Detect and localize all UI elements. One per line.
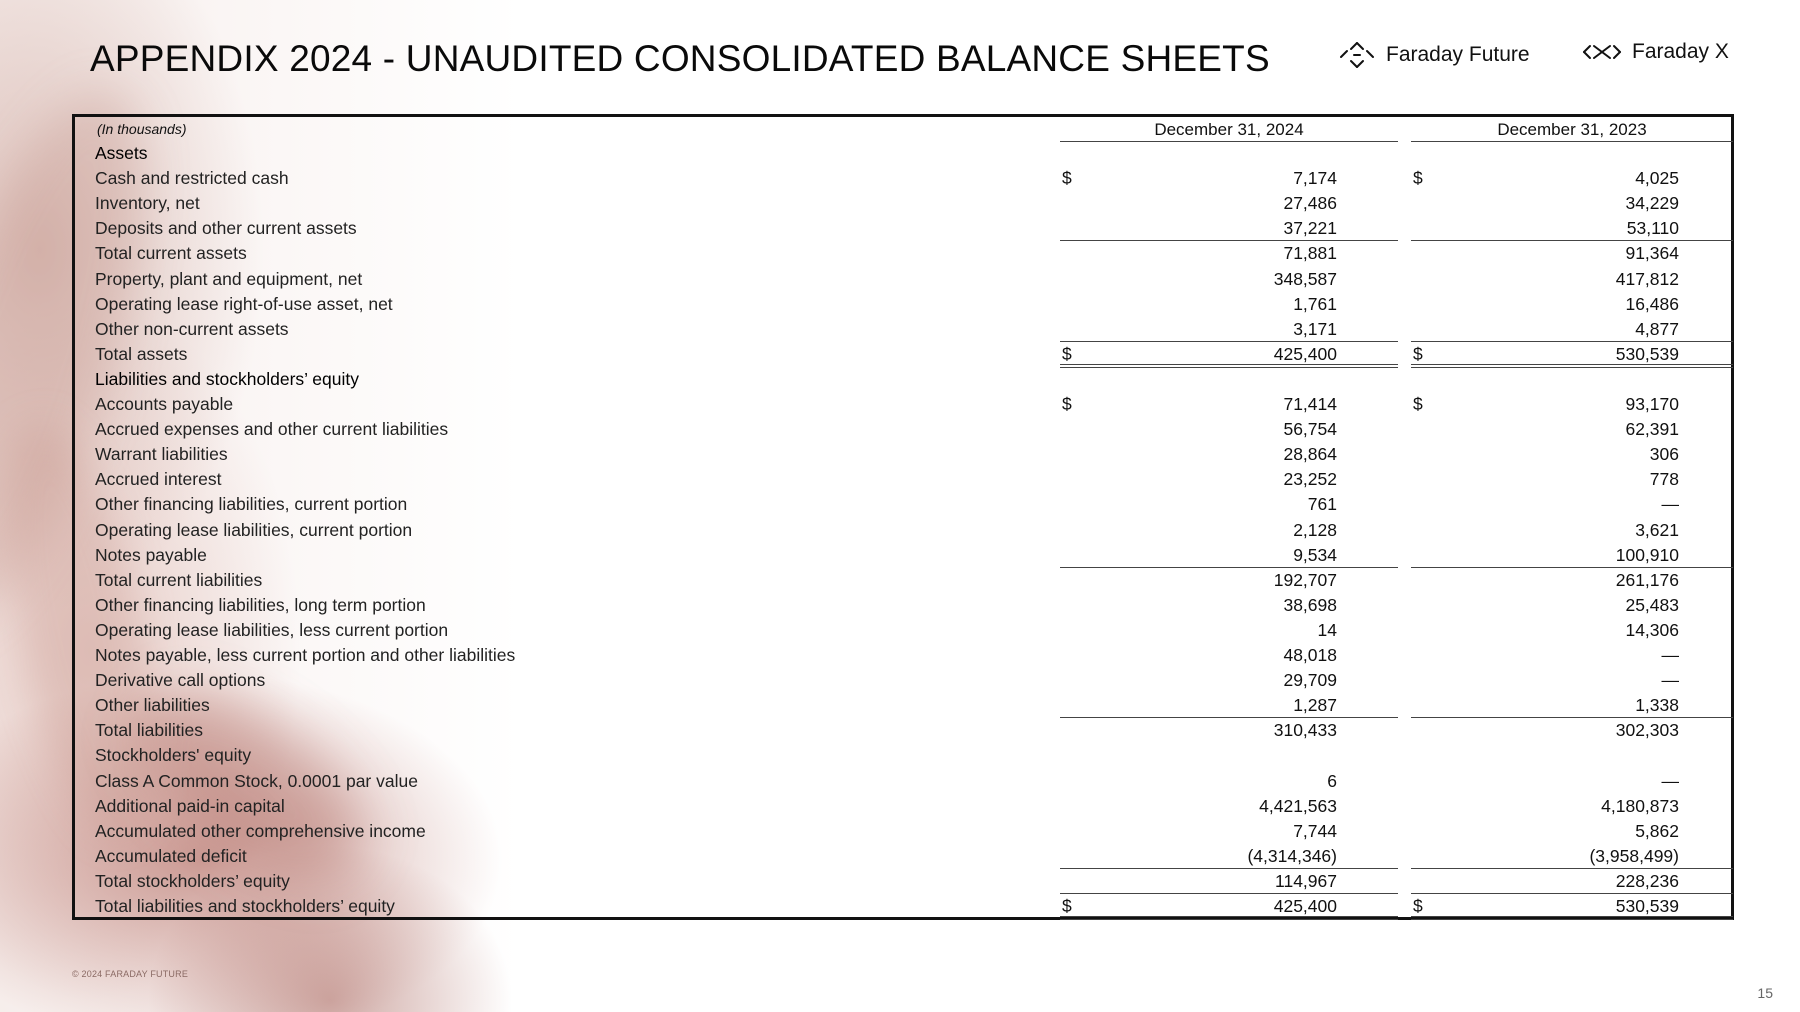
- table-row: [75, 166, 1731, 191]
- balance-sheet-table: [72, 114, 1734, 920]
- value-2024: 425,400: [1273, 343, 1337, 364]
- value-2023: —: [1661, 770, 1679, 791]
- table-row: [75, 618, 1731, 643]
- value-2023: 91,364: [1625, 243, 1679, 264]
- row-label: Additional paid-in capital: [95, 795, 285, 816]
- page-number: 15: [1757, 985, 1773, 1001]
- value-2024: 7,174: [1293, 168, 1337, 189]
- row-label: Other financing liabilities, current portion: [95, 494, 408, 515]
- value-2023: —: [1661, 670, 1679, 691]
- table-row: [75, 543, 1731, 568]
- row-label: Total stockholders’ equity: [95, 870, 290, 891]
- table-row: [75, 417, 1731, 442]
- table-row: [75, 392, 1731, 417]
- table-row: [75, 869, 1731, 894]
- row-label: Class A Common Stock, 0.0001 par value: [95, 770, 418, 791]
- table-row: [75, 241, 1731, 266]
- table-row: [75, 743, 1731, 768]
- value-2024: 37,221: [1283, 218, 1337, 239]
- value-2024: 48,018: [1283, 645, 1337, 665]
- value-2024: 761: [1307, 494, 1337, 515]
- table-row: [75, 292, 1731, 317]
- value-2023: 3,621: [1635, 519, 1679, 540]
- row-label: Property, plant and equipment, net: [95, 268, 363, 289]
- value-2023: 53,110: [1626, 218, 1679, 239]
- currency-symbol: $: [1062, 168, 1072, 189]
- table-row: [75, 518, 1731, 543]
- value-2024: 28,864: [1283, 444, 1337, 465]
- value-2024: 310,433: [1273, 720, 1337, 741]
- value-2024: 3,171: [1293, 318, 1337, 339]
- value-2024: 1,287: [1293, 695, 1337, 716]
- row-label: Notes payable, less current portion and other liabilities: [95, 645, 516, 665]
- table-row: [75, 141, 1731, 166]
- value-2023: 228,236: [1615, 870, 1679, 891]
- brand-faraday-future: [1338, 40, 1530, 70]
- row-label: Operating lease right-of-use asset, net: [95, 293, 393, 314]
- row-label: Operating lease liabilities, less current portion: [95, 619, 449, 640]
- value-2024: 114,967: [1275, 870, 1337, 891]
- currency-symbol: $: [1062, 343, 1072, 364]
- value-2024: 6: [1327, 770, 1337, 791]
- value-2023: 530,539: [1615, 896, 1679, 916]
- value-2024: 2,128: [1293, 519, 1337, 540]
- table-row: [75, 342, 1731, 367]
- row-label: Total liabilities: [95, 720, 203, 741]
- currency-symbol: $: [1413, 343, 1423, 364]
- value-2024: (4,314,346): [1247, 845, 1337, 866]
- table-row: [75, 844, 1731, 869]
- row-label: Derivative call options: [95, 670, 266, 691]
- row-label: Accrued expenses and other current liabilities: [95, 419, 449, 440]
- row-label: Total assets: [95, 343, 188, 364]
- table-row: [75, 317, 1731, 342]
- value-2023: —: [1661, 645, 1679, 665]
- currency-symbol: $: [1413, 896, 1423, 916]
- brand-faraday-x: [1582, 40, 1729, 64]
- value-2023: 4,877: [1635, 318, 1679, 339]
- copyright-notice: © 2024 FARADAY FUTURE: [72, 969, 189, 979]
- column-header-2023: December 31, 2023: [1411, 120, 1733, 142]
- value-2024: 9,534: [1293, 544, 1337, 565]
- faraday-future-logo-icon: [1338, 40, 1376, 70]
- value-2024: 4,421,563: [1259, 795, 1337, 816]
- value-2023: 62,391: [1625, 419, 1679, 440]
- row-label: Warrant liabilities: [95, 444, 228, 465]
- table-row: [75, 693, 1731, 718]
- value-2024: 7,744: [1293, 820, 1337, 841]
- table-row: [75, 216, 1731, 241]
- table-row: [75, 191, 1731, 216]
- value-2023: 1,338: [1635, 695, 1679, 716]
- value-2023: 530,539: [1615, 343, 1679, 364]
- value-2023: 5,862: [1635, 820, 1679, 841]
- table-row: [75, 643, 1731, 668]
- value-2023: 16,486: [1625, 293, 1679, 314]
- row-label: Total current assets: [95, 243, 247, 264]
- column-header-2024: December 31, 2024: [1060, 120, 1398, 142]
- value-2023: 4,180,873: [1601, 795, 1679, 816]
- value-2024: 348,587: [1273, 268, 1337, 289]
- table-row: [75, 769, 1731, 794]
- row-label: Operating lease liabilities, current portion: [95, 519, 413, 540]
- value-2024: 56,754: [1283, 419, 1337, 440]
- value-2023: 93,170: [1625, 394, 1679, 414]
- row-label: Accrued interest: [95, 469, 222, 490]
- row-label: Other liabilities: [95, 695, 210, 716]
- table-row: [75, 668, 1731, 693]
- row-label: Accounts payable: [95, 394, 234, 414]
- row-label: Accumulated other comprehensive income: [95, 820, 426, 841]
- currency-symbol: $: [1413, 168, 1423, 189]
- value-2023: 4,025: [1635, 168, 1679, 189]
- table-row: [75, 492, 1731, 517]
- value-2024: 23,252: [1283, 469, 1337, 490]
- value-2024: 27,486: [1283, 193, 1337, 214]
- value-2023: 100,910: [1615, 544, 1679, 565]
- table-row: [75, 718, 1731, 743]
- table-row: [75, 267, 1731, 292]
- total-double-rule: [1060, 916, 1398, 920]
- value-2023: 25,483: [1625, 594, 1679, 615]
- value-2024: 29,709: [1283, 670, 1337, 691]
- row-label: Assets: [95, 143, 148, 163]
- table-row: [75, 894, 1731, 919]
- total-double-rule: [1411, 916, 1733, 920]
- currency-symbol: $: [1062, 896, 1072, 916]
- page-title: APPENDIX 2024 - UNAUDITED CONSOLIDATED BALANCE SHEETS: [90, 38, 1270, 79]
- value-2023: 14,306: [1625, 619, 1679, 640]
- table-row: [75, 367, 1731, 392]
- row-label: Accumulated deficit: [95, 845, 247, 866]
- value-2023: 261,176: [1615, 569, 1679, 590]
- value-2023: (3,958,499): [1589, 845, 1679, 866]
- value-2024: 14: [1317, 619, 1337, 640]
- row-label: Other financing liabilities, long term portion: [95, 594, 426, 615]
- table-row: [75, 794, 1731, 819]
- value-2023: —: [1661, 494, 1679, 515]
- table-row: [75, 442, 1731, 467]
- value-2024: 71,414: [1283, 394, 1337, 414]
- faraday-x-logo-icon: [1582, 41, 1622, 63]
- row-label: Stockholders' equity: [95, 745, 252, 766]
- value-2024: 1,761: [1293, 293, 1337, 314]
- row-label: Other non-current assets: [95, 318, 289, 339]
- currency-symbol: $: [1062, 394, 1072, 414]
- table-row: [75, 593, 1731, 618]
- value-2023: 306: [1649, 444, 1679, 465]
- currency-symbol: $: [1413, 394, 1423, 414]
- row-label: Total liabilities and stockholders’ equity: [95, 896, 395, 916]
- value-2023: 778: [1649, 469, 1679, 490]
- unit-label: (In thousands): [97, 121, 187, 137]
- value-2024: 425,400: [1273, 896, 1337, 916]
- table-row: [75, 467, 1731, 492]
- value-2023: 417,812: [1615, 268, 1679, 289]
- value-2024: 192,707: [1273, 569, 1337, 590]
- value-2024: 71,881: [1283, 243, 1337, 264]
- row-label: Liabilities and stockholders’ equity: [95, 368, 359, 389]
- value-2024: 38,698: [1283, 594, 1337, 615]
- table-row: [75, 819, 1731, 844]
- value-2023: 302,303: [1615, 720, 1679, 741]
- row-label: Cash and restricted cash: [95, 168, 289, 189]
- value-2023: 34,229: [1625, 193, 1679, 214]
- row-label: Total current liabilities: [95, 569, 263, 590]
- table-row: [75, 568, 1731, 593]
- brand-label: Faraday Future: [1386, 43, 1530, 66]
- row-label: Inventory, net: [95, 193, 200, 214]
- row-label: Notes payable: [95, 544, 207, 565]
- brand-label: Faraday X: [1632, 40, 1729, 63]
- row-label: Deposits and other current assets: [95, 218, 357, 239]
